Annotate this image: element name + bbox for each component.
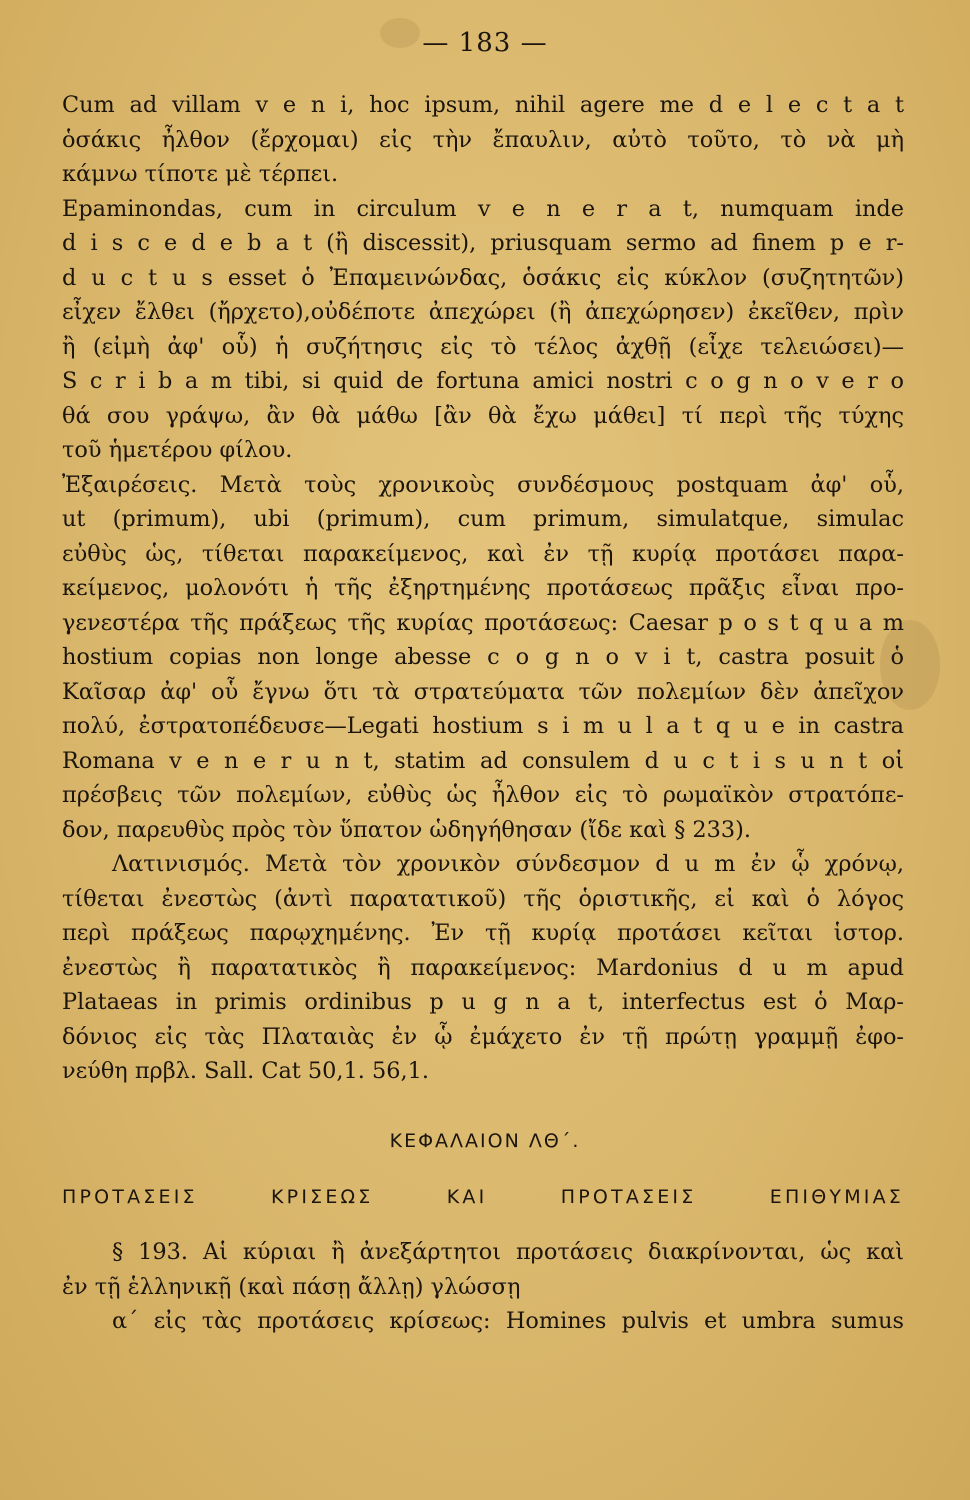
text-line: νεύθη πρβλ. Sall. Cat 50,1. 56,1. xyxy=(62,1058,429,1084)
page-number: — 183 — xyxy=(422,28,548,58)
text-line: τίθεται ἐνεστὼς (ἀντὶ παρατατικοῦ) τῆς ὁριστικῆς, εἰ καὶ ὁ λόγος xyxy=(62,885,904,912)
text-line: § 193. Αἱ κύριαι ἢ ἀνεξάρτητοι προτάσεις διακρίνονται, ὡς καὶ xyxy=(112,1239,904,1265)
text-line: κάμνω τίποτε μὲ τέρπει. xyxy=(62,161,339,187)
text-line: εἶχεν ἔλθει (ἤρχετο),οὐδέποτε ἀπεχώρει (ἢ ἀπεχώρησεν) ἐκεῖθεν, πρὶν xyxy=(62,299,904,325)
text-line: S c r i b a m tibi, si quid de fortuna amici nostri c o g n o v e r o xyxy=(62,368,904,394)
text-line: κείμενος, μολονότι ἡ τῆς ἐξηρτημένης προτάσεως πρᾶξις εἶναι προ- xyxy=(62,575,904,601)
body-text xyxy=(62,88,904,1089)
text-line: θά σου γράψω, ἂν θὰ μάθω [ἂν θὰ ἔχω μάθει] τί περὶ τῆς τύχης xyxy=(62,402,904,429)
text-line: Καῖσαρ ἀφ' οὗ ἔγνω ὅτι τὰ στρατεύματα τῶν πολεμίων δὲν ἀπεῖχον xyxy=(62,678,904,705)
text-line: δόνιος εἰς τὰς Πλαταιὰς ἐν ᾧ ἐμάχετο ἐν τῇ πρώτῃ γραμμῇ ἐφο- xyxy=(62,1023,904,1050)
text-line: γενεστέρα τῆς πράξεως τῆς κυρίας προτάσεως: Caesar p o s t q u a m xyxy=(62,609,904,636)
text-line: ἢ (εἰμὴ ἀφ' οὗ) ἡ συζήτησις εἰς τὸ τέλος ἀχθῇ (εἶχε τελειώσει)— xyxy=(62,333,904,360)
text-line: περὶ πράξεως παρῳχημένης. Ἐν τῇ κυρίᾳ προτάσει κεῖται ἱστορ. xyxy=(62,920,904,946)
text-line: πολύ, ἐστρατοπέδευσε—Legati hostium s i m u l a t q u e in castra xyxy=(62,713,904,739)
text-line: Plataeas in primis ordinibus p u g n a t, interfectus est ὁ Μαρ- xyxy=(62,989,904,1015)
text-line: Cum ad villam v e n i, hoc ipsum, nihil agere me d e l e c t a t xyxy=(62,92,904,118)
text-line: ἐνεστὼς ἢ παρατατικὸς ἢ παρακείμενος: Mardonius d u m apud xyxy=(62,954,904,981)
text-line: Romana v e n e r u n t, statim ad consulem d u c t i s u n t οἱ xyxy=(62,747,904,774)
text-line: δον, παρευθὺς πρὸς τὸν ὕπατον ὡδηγήθησαν (ἴδε καὶ § 233). xyxy=(62,816,752,843)
section-title: ΠΡΟΤΑΣΕΙΣ ΚΡΙΣΕΩΣ ΚΑΙ ΠΡΟΤΑΣΕΙΣ ΕΠΙΘΥΜΙΑΣ xyxy=(62,1186,904,1208)
paragraph-193 xyxy=(62,1235,904,1339)
text-line: τοῦ ἡμετέρου φίλου. xyxy=(62,437,293,463)
text-line: Epaminondas, cum in circulum v e n e r a t, numquam inde xyxy=(62,195,904,222)
text-line: εὐθὺς ὡς, τίθεται παρακείμενος, καὶ ἐν τῇ κυρίᾳ προτάσει παρα- xyxy=(62,540,904,567)
text-line: Ἐξαιρέσεις. Μετὰ τοὺς χρονικοὺς συνδέσμους postquam ἀφ' οὗ, xyxy=(62,471,904,498)
text-line: πρέσβεις τῶν πολεμίων, εὐθὺς ὡς ἦλθον εἰς τὸ ρωμαϊκὸν στρατόπε- xyxy=(62,782,904,808)
text-line: d i s c e d e b a t (ἢ discessit), priusquam sermo ad finem p e r- xyxy=(62,230,904,256)
text-line: ὁσάκις ἦλθον (ἔρχομαι) εἰς τὴν ἔπαυλιν, αὐτὸ τοῦτο, τὸ νὰ μὴ xyxy=(62,126,904,153)
text-line: α΄ εἰς τὰς προτάσεις κρίσεως: Homines pulvis et umbra sumus xyxy=(112,1308,904,1334)
chapter-heading: ΚΕΦΑΛΑΙΟΝ ΛΘ΄. xyxy=(389,1130,581,1152)
text-line: ut (primum), ubi (primum), cum primum, simulatque, simulac xyxy=(62,506,904,532)
text-line: hostium copias non longe abesse c o g n o v i t, castra posuit ὁ xyxy=(62,644,904,670)
text-line: Λατινισμός. Μετὰ τὸν χρονικὸν σύνδεσμον d u m ἐν ᾧ χρόνῳ, xyxy=(112,851,904,877)
text-line: ἐν τῇ ἑλληνικῇ (καὶ πάσῃ ἄλλῃ) γλώσσῃ xyxy=(62,1273,521,1300)
text-line: d u c t u s esset ὁ Ἐπαμεινώνδας, ὁσάκις εἰς κύκλον (συζητητῶν) xyxy=(62,264,904,291)
